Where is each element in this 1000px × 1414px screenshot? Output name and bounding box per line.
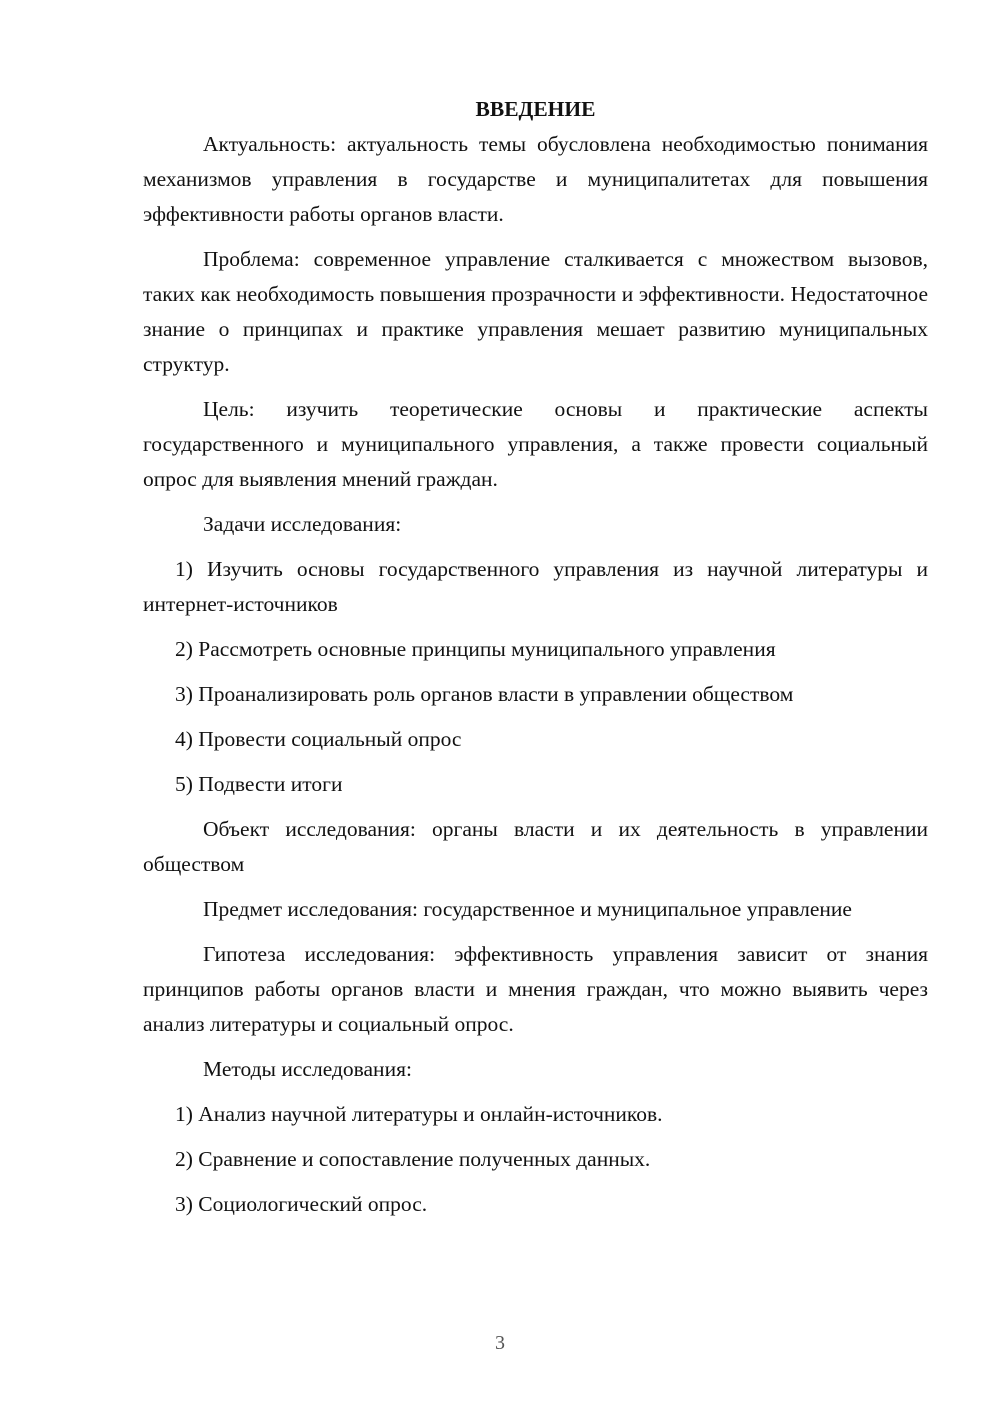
problem-paragraph: Проблема: современное управление сталкивается с множеством вызовов, таких как необходимость повышения прозрачности и эффективности. Недостаточное знание о принципах и практике управления мешает развитию муниципальных структур. bbox=[143, 247, 928, 376]
subject-paragraph: Предмет исследования: государственное и муниципальное управление bbox=[203, 897, 852, 921]
object-paragraph: Объект исследования: органы власти и их деятельность в управлении обществом bbox=[143, 817, 928, 876]
relevance-paragraph: Актуальность: актуальность темы обусловлена необходимостью понимания механизмов управления в государстве и муниципалитетах для повышения эффективности работы органов власти. bbox=[143, 132, 928, 226]
goal-paragraph: Цель: изучить теоретические основы и практические аспекты государственного и муниципального управления, а также провести социальный опрос для выявления мнений граждан. bbox=[143, 397, 928, 491]
hypothesis-paragraph: Гипотеза исследования: эффективность управления зависит от знания принципов работы органов власти и мнения граждан, что можно выявить через анализ литературы и социальный опрос. bbox=[143, 942, 928, 1036]
method-item-1: 1) Анализ научной литературы и онлайн-источников. bbox=[175, 1102, 663, 1126]
task-item-1: 1) Изучить основы государственного управления из научной литературы и интернет-источников bbox=[143, 557, 928, 616]
method-item-3: 3) Социологический опрос. bbox=[175, 1192, 428, 1216]
document-page bbox=[143, 92, 928, 1222]
section-title: ВВЕДЕНИЕ bbox=[475, 97, 596, 121]
method-item-2: 2) Сравнение и сопоставление полученных данных. bbox=[175, 1147, 651, 1171]
tasks-heading: Задачи исследования: bbox=[203, 512, 402, 536]
task-item-2: 2) Рассмотреть основные принципы муниципального управления bbox=[175, 637, 776, 661]
task-item-4: 4) Провести социальный опрос bbox=[175, 727, 462, 751]
task-item-3: 3) Проанализировать роль органов власти в управлении обществом bbox=[175, 682, 794, 706]
methods-heading: Методы исследования: bbox=[203, 1057, 412, 1081]
task-item-5: 5) Подвести итоги bbox=[175, 772, 343, 796]
page-number: 3 bbox=[495, 1332, 505, 1354]
